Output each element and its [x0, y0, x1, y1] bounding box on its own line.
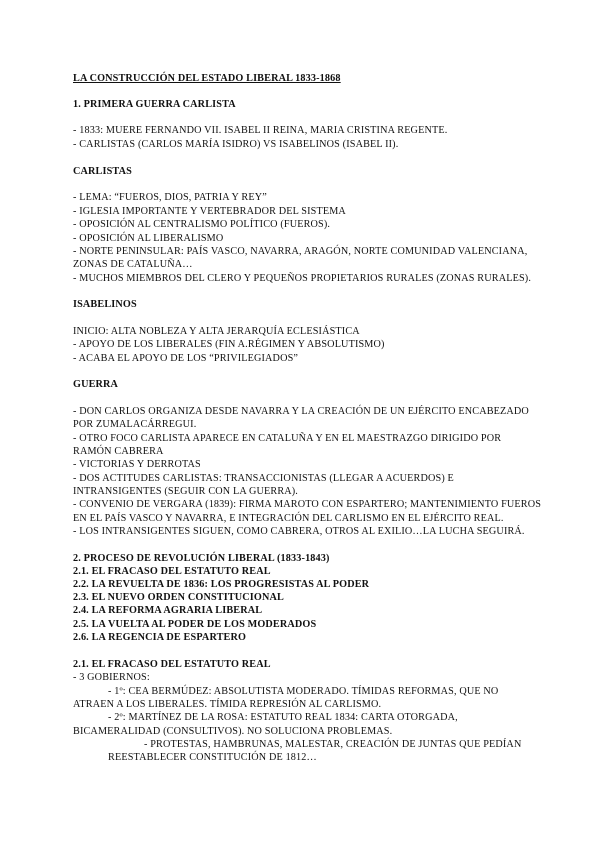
subsection-item: 2.6. LA REGENCIA DE ESPARTERO [73, 632, 247, 643]
text-line: - OPOSICIÓN AL CENTRALISMO POLÍTICO (FUEROS). [73, 219, 331, 230]
text-line: INTRANSIGENTES (SEGUIR CON LA GUERRA). [73, 486, 299, 497]
text-line: POR ZUMALACÁRREGUI. [73, 419, 197, 430]
text-line: - VICTORIAS Y DERROTAS [73, 459, 201, 470]
text-line: - DOS ACTITUDES CARLISTAS: TRANSACCIONISTAS (LLEGAR A ACUERDOS) E [73, 473, 454, 484]
text-line: EN EL PAÍS VASCO Y NAVARRA, E INTEGRACIÓN DEL CARLISMO EN EL EJÉRCITO REAL. [73, 513, 504, 524]
text-line: - DON CARLOS ORGANIZA DESDE NAVARRA Y LA CREACIÓN DE UN EJÉRCITO ENCABEZADO [73, 406, 529, 417]
section-heading: CARLISTAS [73, 166, 132, 177]
text-line: - APOYO DE LOS LIBERALES (FIN A.RÉGIMEN Y ABSOLUTISMO) [73, 339, 385, 350]
text-line: RAMÓN CABRERA [73, 446, 164, 457]
section-heading: 1. PRIMERA GUERRA CARLISTA [73, 99, 236, 110]
text-line: - CARLISTAS (CARLOS MARÍA ISIDRO) VS ISABELINOS (ISABEL II). [73, 139, 399, 150]
text-line: - NORTE PENINSULAR: PAÍS VASCO, NAVARRA, ARAGÓN, NORTE COMUNIDAD VALENCIANA, [73, 246, 528, 257]
text-line: - MUCHOS MIEMBROS DEL CLERO Y PEQUEÑOS PROPIETARIOS RURALES (ZONAS RURALES). [73, 273, 532, 284]
text-line: - 1º: CEA BERMÚDEZ: ABSOLUTISTA MODERADO. TÍMIDAS REFORMAS, QUE NO [108, 686, 499, 697]
text-line: - 2º: MARTÍNEZ DE LA ROSA: ESTATUTO REAL 1834: CARTA OTORGADA, [108, 712, 458, 723]
text-line: INICIO: ALTA NOBLEZA Y ALTA JERARQUÍA ECLESIÁSTICA [73, 326, 360, 337]
section-heading: ISABELINOS [73, 299, 137, 310]
section-heading: 2.1. EL FRACASO DEL ESTATUTO REAL [73, 659, 271, 670]
text-line: - OPOSICIÓN AL LIBERALISMO [73, 233, 224, 244]
subsection-item: 2.1. EL FRACASO DEL ESTATUTO REAL [73, 566, 271, 577]
text-line: - CONVENIO DE VERGARA (1839): FIRMA MAROTO CON ESPARTERO; MANTENIMIENTO FUEROS [73, 499, 542, 510]
text-line: - IGLESIA IMPORTANTE Y VERTEBRADOR DEL SISTEMA [73, 206, 346, 217]
text-line: BICAMERALIDAD (CONSULTIVOS). NO SOLUCIONA PROBLEMAS. [73, 726, 393, 737]
document-title: LA CONSTRUCCIÓN DEL ESTADO LIBERAL 1833-1868 [73, 73, 341, 84]
text-line: - LOS INTRANSIGENTES SIGUEN, COMO CABRERA, OTROS AL EXILIO…LA LUCHA SEGUIRÁ. [73, 526, 525, 537]
section-heading: GUERRA [73, 379, 119, 390]
subsection-item: 2.3. EL NUEVO ORDEN CONSTITUCIONAL [73, 592, 284, 603]
section-heading: 2. PROCESO DE REVOLUCIÓN LIBERAL (1833-1843) [73, 553, 330, 564]
text-line: ZONAS DE CATALUÑA… [73, 259, 193, 270]
text-line: REESTABLECER CONSTITUCIÓN DE 1812… [108, 752, 317, 763]
text-line: - PROTESTAS, HAMBRUNAS, MALESTAR, CREACIÓN DE JUNTAS QUE PEDÍAN [144, 739, 522, 750]
text-line: - LEMA: “FUEROS, DIOS, PATRIA Y REY” [73, 192, 267, 203]
text-line: ATRAEN A LOS LIBERALES. TÍMIDA REPRESIÓN AL CARLISMO. [73, 699, 382, 710]
subsection-item: 2.5. LA VUELTA AL PODER DE LOS MODERADOS [73, 619, 317, 630]
text-line: - 3 GOBIERNOS: [73, 672, 150, 683]
subsection-item: 2.2. LA REVUELTA DE 1836: LOS PROGRESISTAS AL PODER [73, 579, 370, 590]
text-line: - OTRO FOCO CARLISTA APARECE EN CATALUÑA Y EN EL MAESTRAZGO DIRIGIDO POR [73, 433, 502, 444]
subsection-item: 2.4. LA REFORMA AGRARIA LIBERAL [73, 605, 263, 616]
text-line: - ACABA EL APOYO DE LOS “PRIVILEGIADOS” [73, 353, 299, 364]
text-line: - 1833: MUERE FERNANDO VII. ISABEL II REINA, MARIA CRISTINA REGENTE. [73, 125, 448, 136]
